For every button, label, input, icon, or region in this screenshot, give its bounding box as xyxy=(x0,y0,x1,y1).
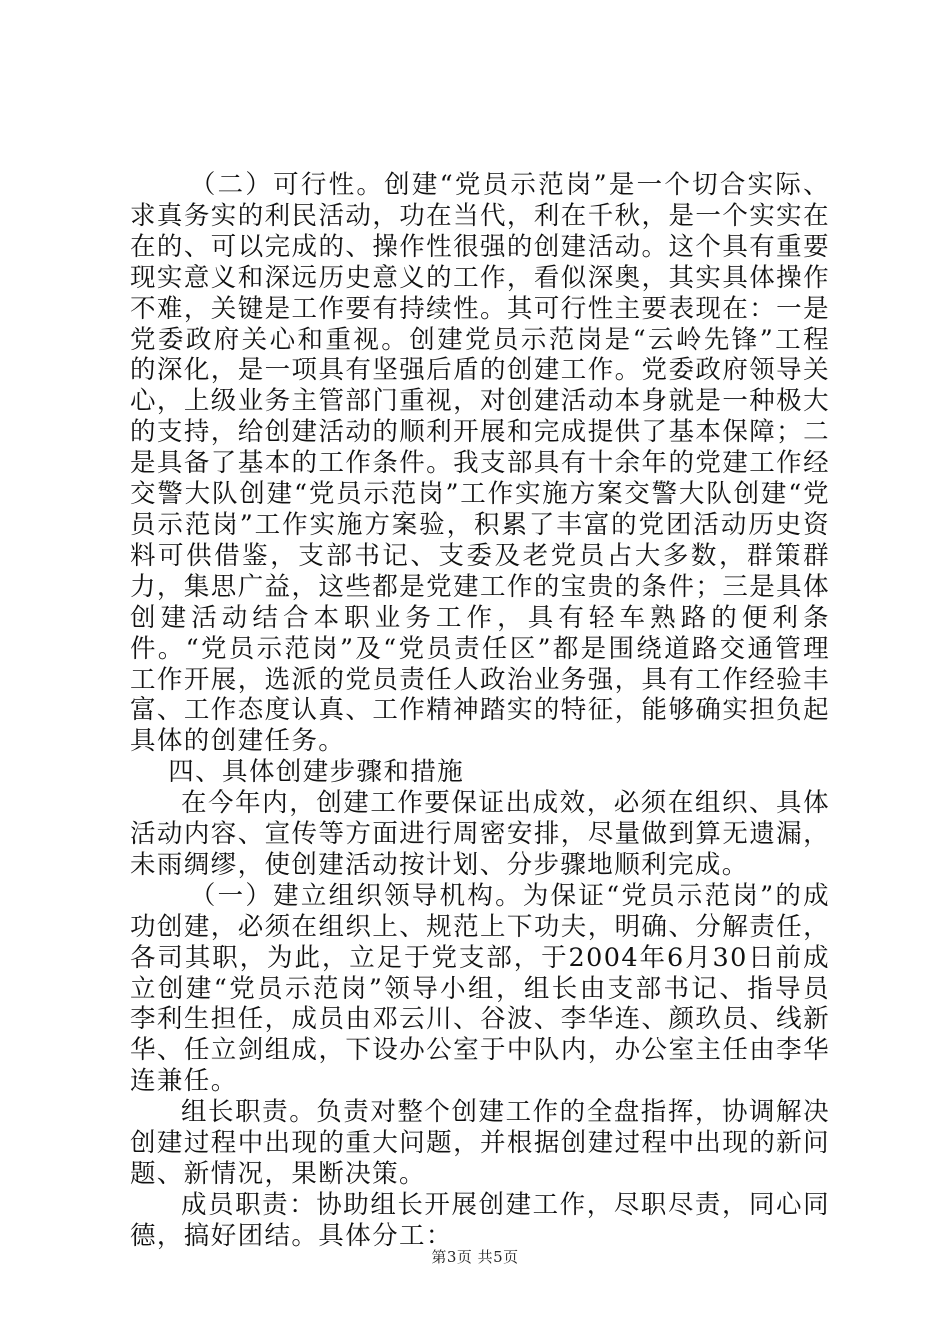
paragraph-feasibility: （二）可行性。创建“党员示范岗”是一个切合实际、求真务实的利民活动，功在当代，利在千秋，是一个实实在在的、可以完成的、操作性很强的创建活动。这个具有重要现实意义和深远历史意义的工作，看似深奥，其实具体操作不难，关键是工作要有持续性。其可行性主要表现在：一是党委政府关心和重视。创建党员示范岗是“云岭先锋”工程的深化，是一项具有坚强后盾的创建工作。党委政府领导关心，上级业务主管部门重视，对创建活动本身就是一种极大的支持，给创建活动的顺利开展和完成提供了基本保障；二是具备了基本的工作条件。我支部具有十余年的党建工作经交警大队创建“党员示范岗”工作实施方案交警大队创建“党员示范岗”工作实施方案验，积累了丰富的党团活动历史资料可供借鉴，支部书记、支委及老党员占大多数，群策群力，集思广益，这些都是党建工作的宝贵的条件；三是具体创建活动结合本职业务工作，具有轻车熟路的便利条件。“党员示范岗”及“党员责任区”都是围绕道路交通管理工作开展，选派的党员责任人政治业务强，具有工作经验丰富、工作态度认真、工作精神踏实的特征，能够确实担负起具体的创建任务。 xyxy=(130,170,830,757)
section-heading-steps: 四、具体创建步骤和措施 xyxy=(168,757,465,788)
document-body xyxy=(130,170,830,1252)
paragraph-leadership-org: （一）建立组织领导机构。为保证“党员示范岗”的成功创建，必须在组织上、规范上下功夫，明确、分解责任，各司其职，为此，立足于党支部，于2004年6月30日前成立创建“党员示范岗”领导小组，组长由支部书记、指导员李利生担任，成员由邓云川、谷波、李华连、颜玖员、线新华、任立剑组成，下设办公室于中队内，办公室主任由李华连兼任。 xyxy=(130,880,830,1097)
paragraph-plan-intro: 在今年内，创建工作要保证出成效，必须在组织、具体活动内容、宣传等方面进行周密安排，尽量做到算无遗漏，未雨绸缪，使创建活动按计划、分步骤地顺利完成。 xyxy=(130,788,830,880)
page-number-footer: 第3页 共5页 xyxy=(431,1248,519,1266)
paragraph-member-duties: 成员职责：协助组长开展创建工作，尽职尽责，同心同德，搞好团结。具体分工： xyxy=(130,1189,830,1251)
paragraph-leader-duties: 组长职责。负责对整个创建工作的全盘指挥，协调解决创建过程中出现的重大问题，并根据创建过程中出现的新问题、新情况，果断决策。 xyxy=(130,1097,830,1189)
